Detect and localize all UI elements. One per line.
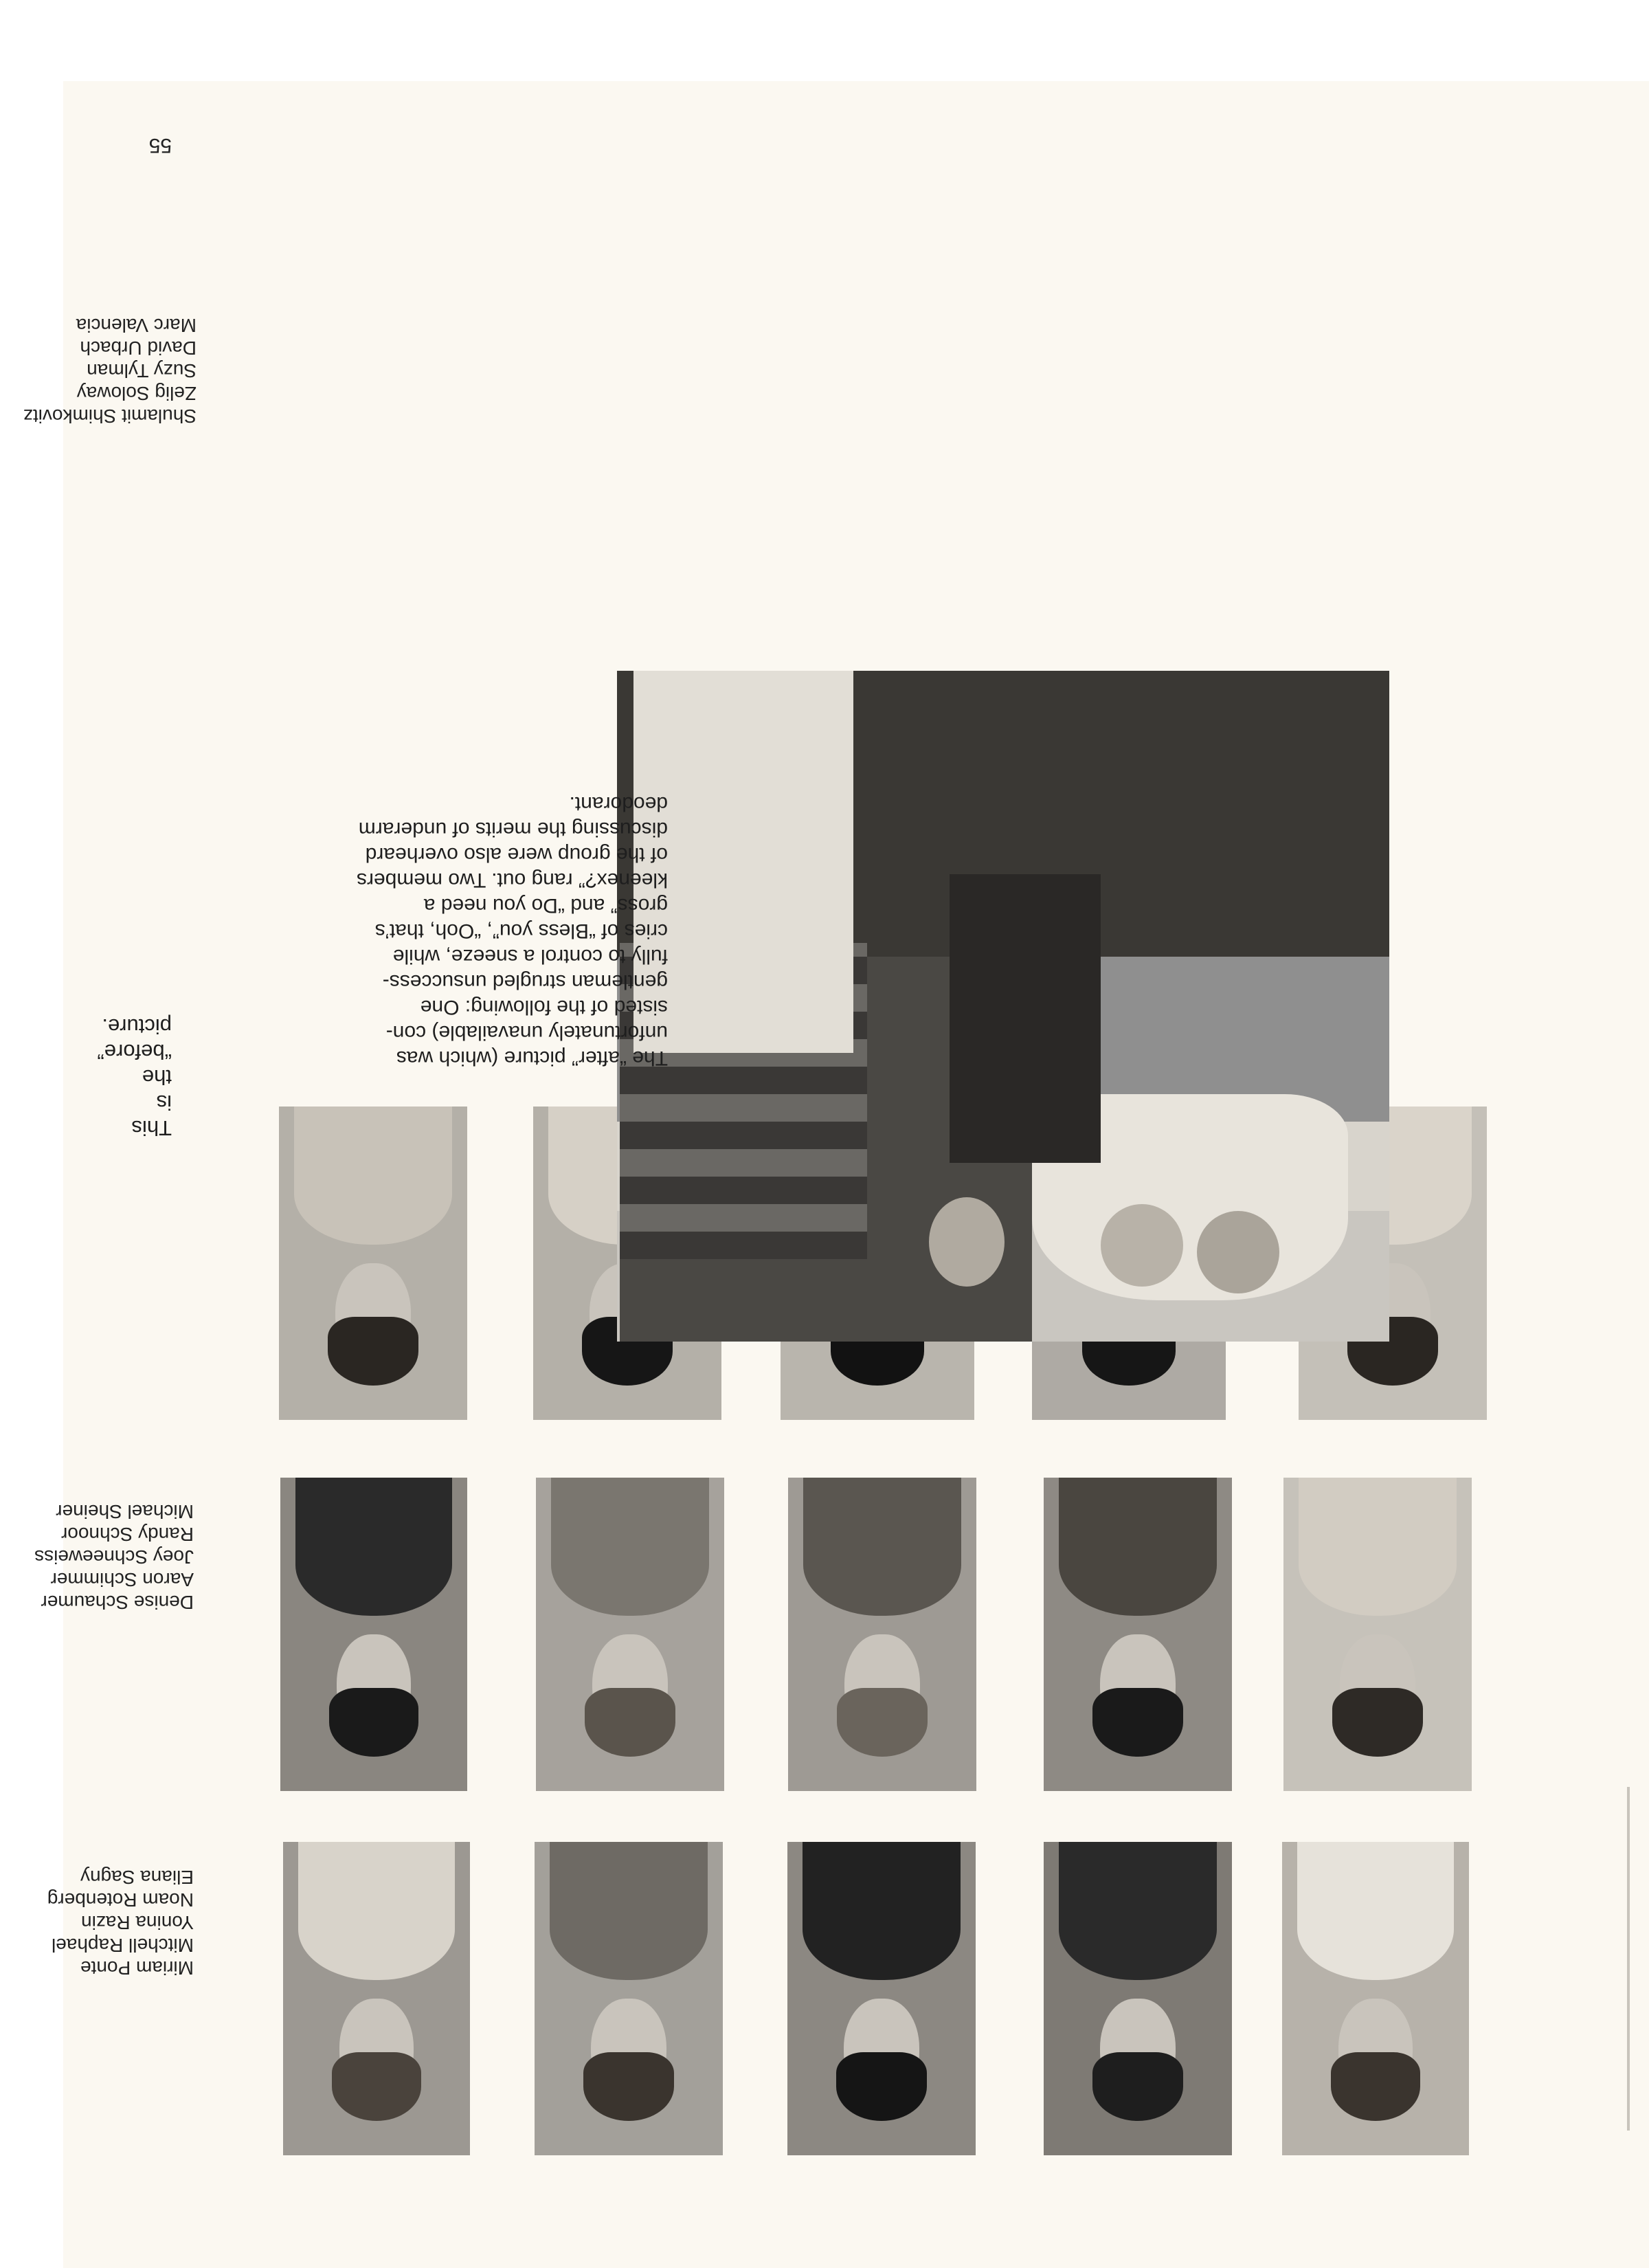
paragraph-line: cries of “Bless you”, “Ooh, that’s xyxy=(374,920,668,942)
portrait-photo xyxy=(535,1842,723,2155)
paragraph-line: gross” and “Do you need a xyxy=(423,894,668,917)
student-name: David Urbach xyxy=(80,337,197,359)
paragraph-line: of the group were also overheard xyxy=(365,843,668,866)
student-name: Randy Schnoor xyxy=(60,1524,194,1545)
portrait-photo xyxy=(536,1478,724,1791)
portrait-photo xyxy=(788,1478,976,1791)
portrait-photo xyxy=(1282,1842,1469,2155)
student-name: Zelig Soloway xyxy=(76,383,197,404)
paragraph-line: deodorant. xyxy=(569,792,668,815)
portrait-photo xyxy=(1283,1478,1472,1791)
portrait-photo xyxy=(280,1478,467,1791)
portrait-photo xyxy=(279,1107,467,1420)
portrait-photo xyxy=(1044,1842,1232,2155)
group-photo xyxy=(617,671,1389,1342)
after-picture-paragraph xyxy=(173,791,668,1071)
paragraph-line: The “after” picture (which was xyxy=(396,1047,668,1069)
student-name: Denise Schaumer xyxy=(41,1592,194,1613)
student-name: Shulamit Shimkovitz xyxy=(23,405,197,427)
paragraph-line: sisted of the following: One xyxy=(420,996,668,1019)
before-caption: This is the “before” picture. xyxy=(97,1014,172,1140)
student-name: Suzy Tylman xyxy=(87,360,197,381)
student-name: Mitchell Raphael xyxy=(52,1935,194,1956)
paragraph-line: discussing the merits of underarm xyxy=(358,818,668,841)
paragraph-line: unfortunately unavailable) con- xyxy=(385,1021,668,1044)
paragraph-line: kleenex?” rang out. Two members xyxy=(356,869,668,891)
name-list-3 xyxy=(23,314,197,427)
page-number: 55 xyxy=(148,134,172,157)
name-list-1 xyxy=(47,1866,194,1979)
portrait-photo xyxy=(787,1842,976,2155)
portrait-photo xyxy=(1044,1478,1232,1791)
student-name: Noam Rotenberg xyxy=(47,1889,194,1911)
student-name: Yonina Razin xyxy=(81,1912,194,1933)
student-name: Eliana Sagny xyxy=(80,1867,194,1888)
student-name: Marc Valencia xyxy=(76,315,197,336)
name-list-2 xyxy=(34,1500,194,1614)
paragraph-line: gentleman strugled unsuccess- xyxy=(382,970,668,993)
portrait-photo xyxy=(283,1842,470,2155)
student-name: Michael Sheiner xyxy=(56,1501,194,1522)
student-name: Miriam Ponte xyxy=(80,1957,194,1979)
paragraph-line: fully to control a sneeze, while xyxy=(392,945,668,968)
student-name: Aaron Schimmer xyxy=(50,1569,194,1590)
student-name: Joey Schneeweiss xyxy=(34,1546,194,1568)
